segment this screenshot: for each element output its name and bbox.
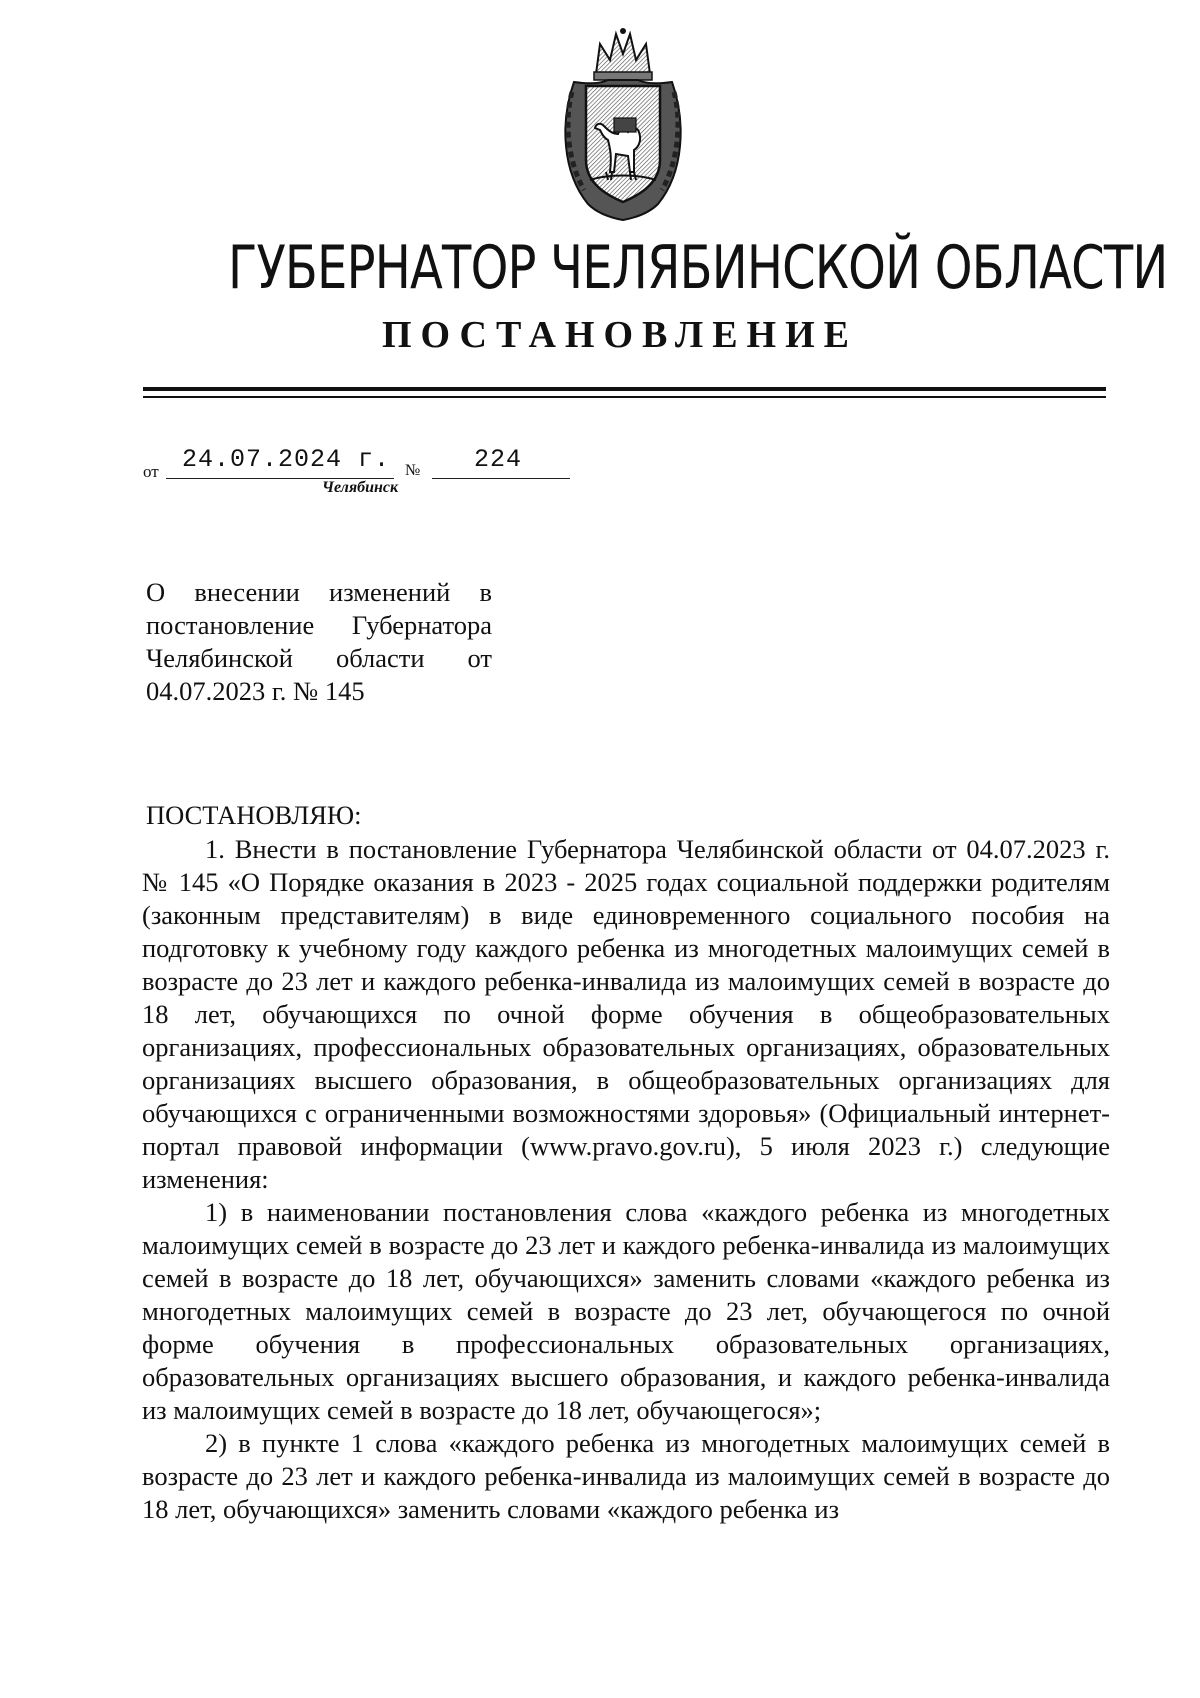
paragraph-1-1: 1) в наименовании постановления слова «каждого ребенка из многодетных малоимущих семей в возрасте до 23 лет и каждого ребенка-инвалида из малоимущих семей в возрасте до 18 лет, обучающихся» заменить словами «каждого ребенка из многодетных малоимущих семей в возрасте до 23 лет, обучающегося по очной форме обучения в профессиональных образовательных организациях, образовательных организациях высшего образования, и каждого ребенка-инвалида из малоимущих семей в возрасте до 18 лет, обучающегося»; — [142, 1197, 1110, 1425]
coat-of-arms-icon — [548, 22, 698, 222]
header-rule-thick — [143, 387, 1106, 391]
document-city: Челябинск — [322, 479, 399, 496]
number-prefix: № — [405, 462, 421, 479]
document-type: ПОСТАНОВЛЕНИЕ — [381, 314, 859, 356]
governor-title: ГУБЕРНАТОР ЧЕЛЯБИНСКОЙ ОБЛАСТИ — [228, 233, 1168, 303]
paragraph-1-2: 2) в пункте 1 слова «каждого ребенка из многодетных малоимущих семей в возрасте до 23 лет и каждого ребенка-инвалида из малоимущих семей в возрасте до 18 лет, обучающихся» заменить словами «каждого ребенка из — [142, 1428, 1110, 1524]
number-underline — [432, 478, 570, 479]
document-body — [142, 833, 1110, 1526]
document-date: 24.07.2024 г. — [182, 445, 391, 474]
document-number: 224 — [474, 445, 523, 474]
decree-heading: ПОСТАНОВЛЯЮ: — [146, 800, 362, 830]
header-rule-thin — [143, 396, 1106, 398]
paragraph-1: 1. Внести в постановление Губернатора Челябинской области от 04.07.2023 г. № 145 «О Порядке оказания в 2023 - 2025 годах социальной поддержки родителям (законным представителям) в виде единовременного социального пособия на подготовку к учебному году каждого ребенка из многодетных малоимущих семей в возрасте до 23 лет и каждого ребенка-инвалида из малоимущих семей в возрасте до 18 лет, обучающихся по очной форме обучения в общеобразовательных организациях, профессиональных образовательных организациях, образовательных организациях высшего образования, в общеобразовательных организациях для обучающихся с ограниченными возможностями здоровья» (Официальный интернет-портал правовой информации (www.pravo.gov.ru), 5 июля 2023 г.) следующие изменения: — [142, 834, 1110, 1194]
document-subject: О внесении изменений в постановление Губернатора Челябинской области от 04.07.2023 г. № 145 — [146, 577, 492, 706]
date-prefix: от — [143, 462, 159, 481]
